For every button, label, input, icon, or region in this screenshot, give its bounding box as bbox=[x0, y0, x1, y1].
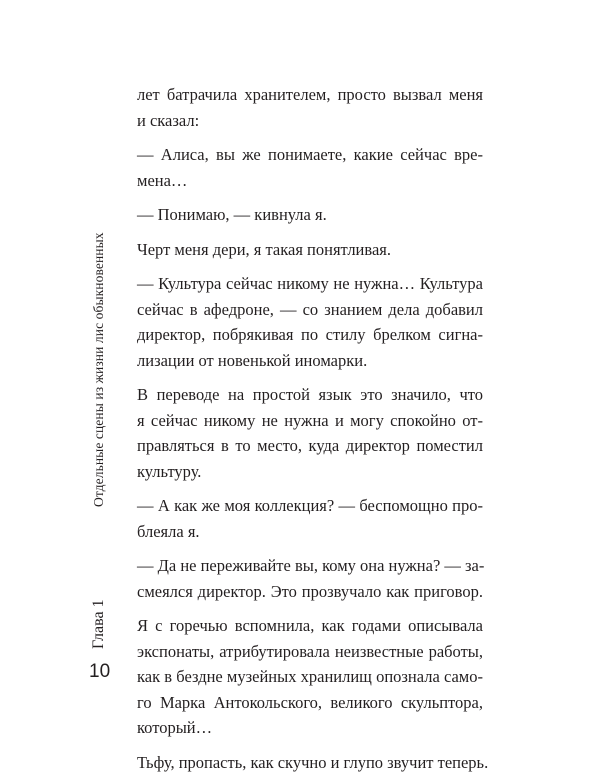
paragraph-gap bbox=[137, 544, 483, 553]
paragraph-gap bbox=[137, 193, 483, 202]
text-line: смеялся директор. Это прозвучало как приговор. bbox=[137, 579, 483, 605]
page-number: 10 bbox=[89, 660, 110, 684]
text-line: — Понимаю, — кивнула я. bbox=[137, 202, 483, 228]
text-line: Тьфу, пропасть, как скучно и глупо звучит теперь. bbox=[137, 750, 483, 775]
text-line: культуру. bbox=[137, 459, 483, 485]
paragraph-gap bbox=[137, 741, 483, 750]
text-line: Черт меня дери, я такая понятливая. bbox=[137, 237, 483, 263]
paragraph-gap bbox=[137, 484, 483, 493]
paragraph-gap bbox=[137, 228, 483, 237]
text-line: я сейчас никому не нужна и могу спокойно от- bbox=[137, 408, 483, 434]
paragraph-gap bbox=[137, 604, 483, 613]
text-line: — Алиса, вы же понимаете, какие сейчас вре- bbox=[137, 142, 483, 168]
paragraph-gap bbox=[137, 133, 483, 142]
text-line: и сказал: bbox=[137, 108, 483, 134]
text-line: блеяла я. bbox=[137, 519, 483, 545]
paragraph-gap bbox=[137, 262, 483, 271]
text-line: Я с горечью вспомнила, как годами описывала bbox=[137, 613, 483, 639]
text-line: — А как же моя коллекция? — беспомощно про- bbox=[137, 493, 483, 519]
running-head: Отдельные сцены из жизни лис обыкновенных bbox=[89, 140, 109, 600]
text-line: как в бездне музейных хранилищ опознала само- bbox=[137, 664, 483, 690]
text-line: го Марка Антокольского, великого скульптора, bbox=[137, 690, 483, 716]
text-line: правляться в то место, куда директор поместил bbox=[137, 433, 483, 459]
text-line: который… bbox=[137, 715, 483, 741]
text-line: лет батрачила хранителем, просто вызвал меня bbox=[137, 82, 483, 108]
text-line: директор, побрякивая по стилу брелком сигна- bbox=[137, 322, 483, 348]
paragraph-gap bbox=[137, 373, 483, 382]
text-line: мена… bbox=[137, 168, 483, 194]
text-line: сейчас в афедроне, — со знанием дела добавил bbox=[137, 297, 483, 323]
text-line: экспонаты, атрибутировала неизвестные работы, bbox=[137, 639, 483, 665]
text-line: лизации от новенькой иномарки. bbox=[137, 348, 483, 374]
body-text bbox=[137, 82, 483, 775]
text-line: — Культура сейчас никому не нужна… Культура bbox=[137, 271, 483, 297]
text-line: — Да не переживайте вы, кому она нужна? — за- bbox=[137, 553, 483, 579]
text-line: В переводе на простой язык это значило, что bbox=[137, 382, 483, 408]
chapter-label: Глава 1 bbox=[89, 594, 109, 654]
